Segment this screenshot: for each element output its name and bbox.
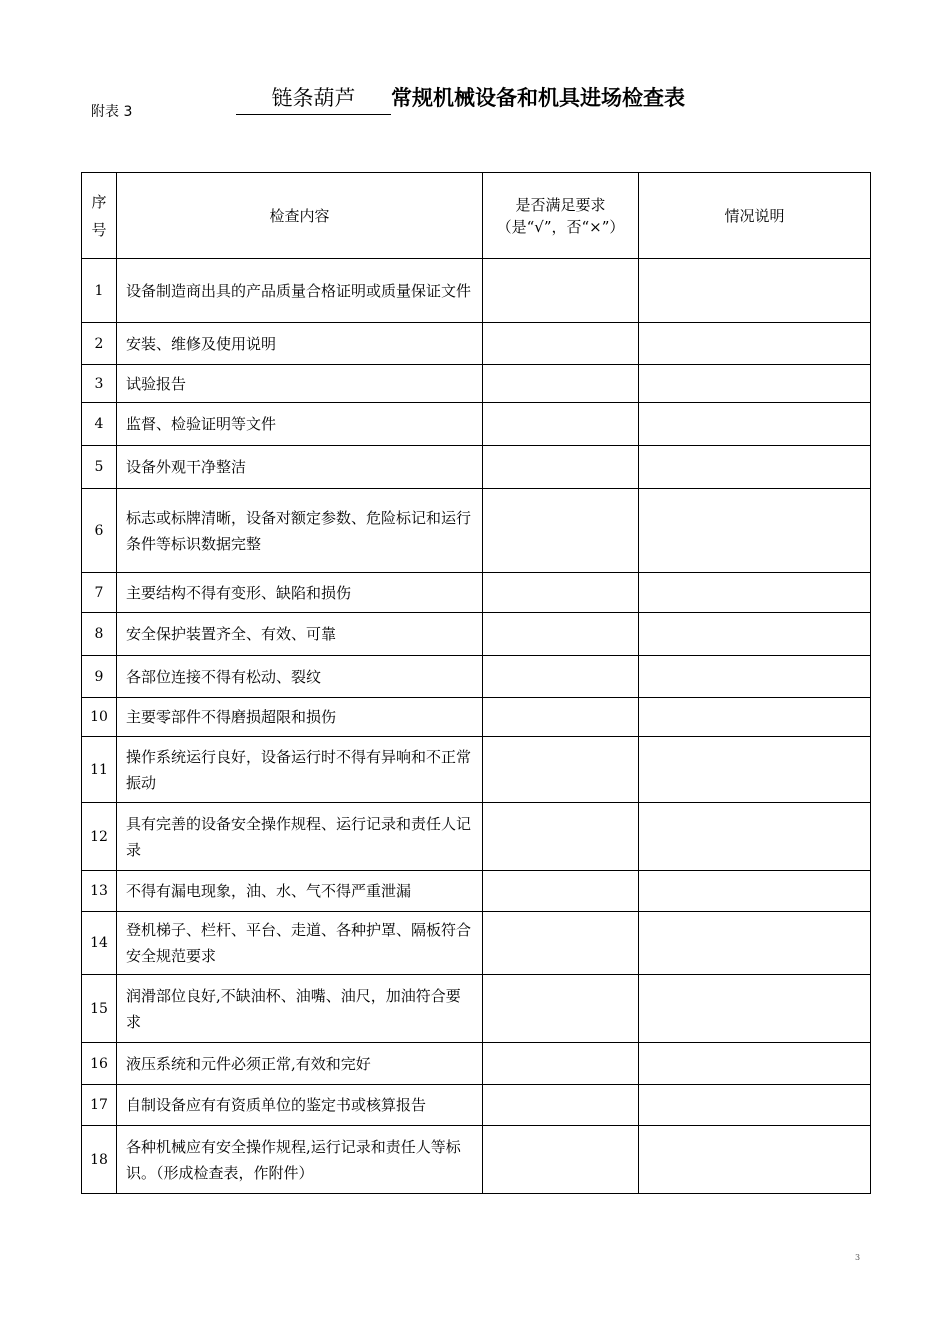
note-cell[interactable] (639, 737, 871, 803)
meets-requirement-cell[interactable] (483, 403, 639, 446)
meets-requirement-cell[interactable] (483, 259, 639, 323)
form-title (236, 84, 685, 124)
note-cell[interactable] (639, 365, 871, 403)
table-row (82, 656, 871, 698)
meets-requirement-cell[interactable] (483, 737, 639, 803)
meets-requirement-cell[interactable] (483, 1043, 639, 1085)
check-item: 不得有漏电现象，油、水、气不得严重泄漏 (117, 871, 483, 912)
header-content: 检查内容 (117, 173, 483, 259)
table-row (82, 912, 871, 975)
table-row (82, 1043, 871, 1085)
table-row (82, 1126, 871, 1194)
row-number: 6 (82, 489, 117, 573)
header-seq-label: 序号 (91, 192, 107, 239)
row-number: 13 (82, 871, 117, 912)
row-number: 11 (82, 737, 117, 803)
row-number: 1 (82, 259, 117, 323)
note-cell[interactable] (639, 1043, 871, 1085)
table-row (82, 871, 871, 912)
check-item: 主要结构不得有变形、缺陷和损伤 (117, 573, 483, 613)
row-number: 12 (82, 803, 117, 871)
check-item: 自制设备应有有资质单位的鉴定书或核算报告 (117, 1085, 483, 1126)
meets-requirement-cell[interactable] (483, 1126, 639, 1194)
table-row (82, 698, 871, 737)
table-row (82, 403, 871, 446)
row-number: 15 (82, 975, 117, 1043)
note-cell[interactable] (639, 803, 871, 871)
meets-requirement-cell[interactable] (483, 975, 639, 1043)
check-item: 设备制造商出具的产品质量合格证明或质量保证文件 (117, 259, 483, 323)
row-number: 8 (82, 613, 117, 656)
row-number: 9 (82, 656, 117, 698)
note-cell[interactable] (639, 871, 871, 912)
check-item: 登机梯子、栏杆、平台、走道、各种护罩、隔板符合安全规范要求 (117, 912, 483, 975)
meets-requirement-cell[interactable] (483, 489, 639, 573)
check-item: 安装、维修及使用说明 (117, 323, 483, 365)
table-row (82, 975, 871, 1043)
table-row (82, 259, 871, 323)
meets-requirement-cell[interactable] (483, 698, 639, 737)
note-cell[interactable] (639, 323, 871, 365)
meets-requirement-cell[interactable] (483, 1085, 639, 1126)
note-cell[interactable] (639, 403, 871, 446)
header-meets: 是否满足要求（是“√”，否“×”） (483, 173, 639, 259)
equipment-name-field: 链条葫芦 (236, 84, 391, 115)
meets-requirement-cell[interactable] (483, 573, 639, 613)
row-number: 3 (82, 365, 117, 403)
table-row (82, 573, 871, 613)
meets-requirement-cell[interactable] (483, 446, 639, 489)
note-cell[interactable] (639, 912, 871, 975)
annex-label: 附表 3 (91, 104, 133, 120)
inspection-table (81, 172, 871, 1194)
row-number: 10 (82, 698, 117, 737)
page-number: 3 (855, 1253, 861, 1262)
row-number: 2 (82, 323, 117, 365)
header-seq (82, 173, 117, 259)
note-cell[interactable] (639, 573, 871, 613)
meets-requirement-cell[interactable] (483, 656, 639, 698)
check-item: 监督、检验证明等文件 (117, 403, 483, 446)
note-cell[interactable] (639, 975, 871, 1043)
row-number: 7 (82, 573, 117, 613)
row-number: 14 (82, 912, 117, 975)
table-row (82, 737, 871, 803)
table-row (82, 489, 871, 573)
note-cell[interactable] (639, 1085, 871, 1126)
table-row (82, 323, 871, 365)
note-cell[interactable] (639, 259, 871, 323)
note-cell[interactable] (639, 446, 871, 489)
meets-requirement-cell[interactable] (483, 613, 639, 656)
note-cell[interactable] (639, 698, 871, 737)
meets-requirement-cell[interactable] (483, 323, 639, 365)
meets-requirement-cell[interactable] (483, 803, 639, 871)
table-row (82, 365, 871, 403)
row-number: 17 (82, 1085, 117, 1126)
header-note: 情况说明 (639, 173, 871, 259)
check-item: 安全保护装置齐全、有效、可靠 (117, 613, 483, 656)
table-row (82, 613, 871, 656)
note-cell[interactable] (639, 1126, 871, 1194)
table-row (82, 1085, 871, 1126)
check-item: 设备外观干净整洁 (117, 446, 483, 489)
check-item: 标志或标牌清晰，设备对额定参数、危险标记和运行条件等标识数据完整 (117, 489, 483, 573)
meets-requirement-cell[interactable] (483, 871, 639, 912)
check-item: 各部位连接不得有松动、裂纹 (117, 656, 483, 698)
note-cell[interactable] (639, 656, 871, 698)
row-number: 5 (82, 446, 117, 489)
row-number: 16 (82, 1043, 117, 1085)
table-header-row (82, 173, 871, 259)
note-cell[interactable] (639, 489, 871, 573)
table-row (82, 803, 871, 871)
check-item: 具有完善的设备安全操作规程、运行记录和责任人记录 (117, 803, 483, 871)
check-item: 主要零部件不得磨损超限和损伤 (117, 698, 483, 737)
check-item: 各种机械应有安全操作规程,运行记录和责任人等标识。（形成检查表，作附件） (117, 1126, 483, 1194)
note-cell[interactable] (639, 613, 871, 656)
title-text: 常规机械设备和机具进场检查表 (391, 86, 685, 110)
row-number: 4 (82, 403, 117, 446)
table-row (82, 446, 871, 489)
check-item: 操作系统运行良好，设备运行时不得有异响和不正常振动 (117, 737, 483, 803)
meets-requirement-cell[interactable] (483, 912, 639, 975)
check-item: 试验报告 (117, 365, 483, 403)
check-item: 润滑部位良好,不缺油杯、油嘴、油尺，加油符合要求 (117, 975, 483, 1043)
row-number: 18 (82, 1126, 117, 1194)
meets-requirement-cell[interactable] (483, 365, 639, 403)
check-item: 液压系统和元件必须正常,有效和完好 (117, 1043, 483, 1085)
